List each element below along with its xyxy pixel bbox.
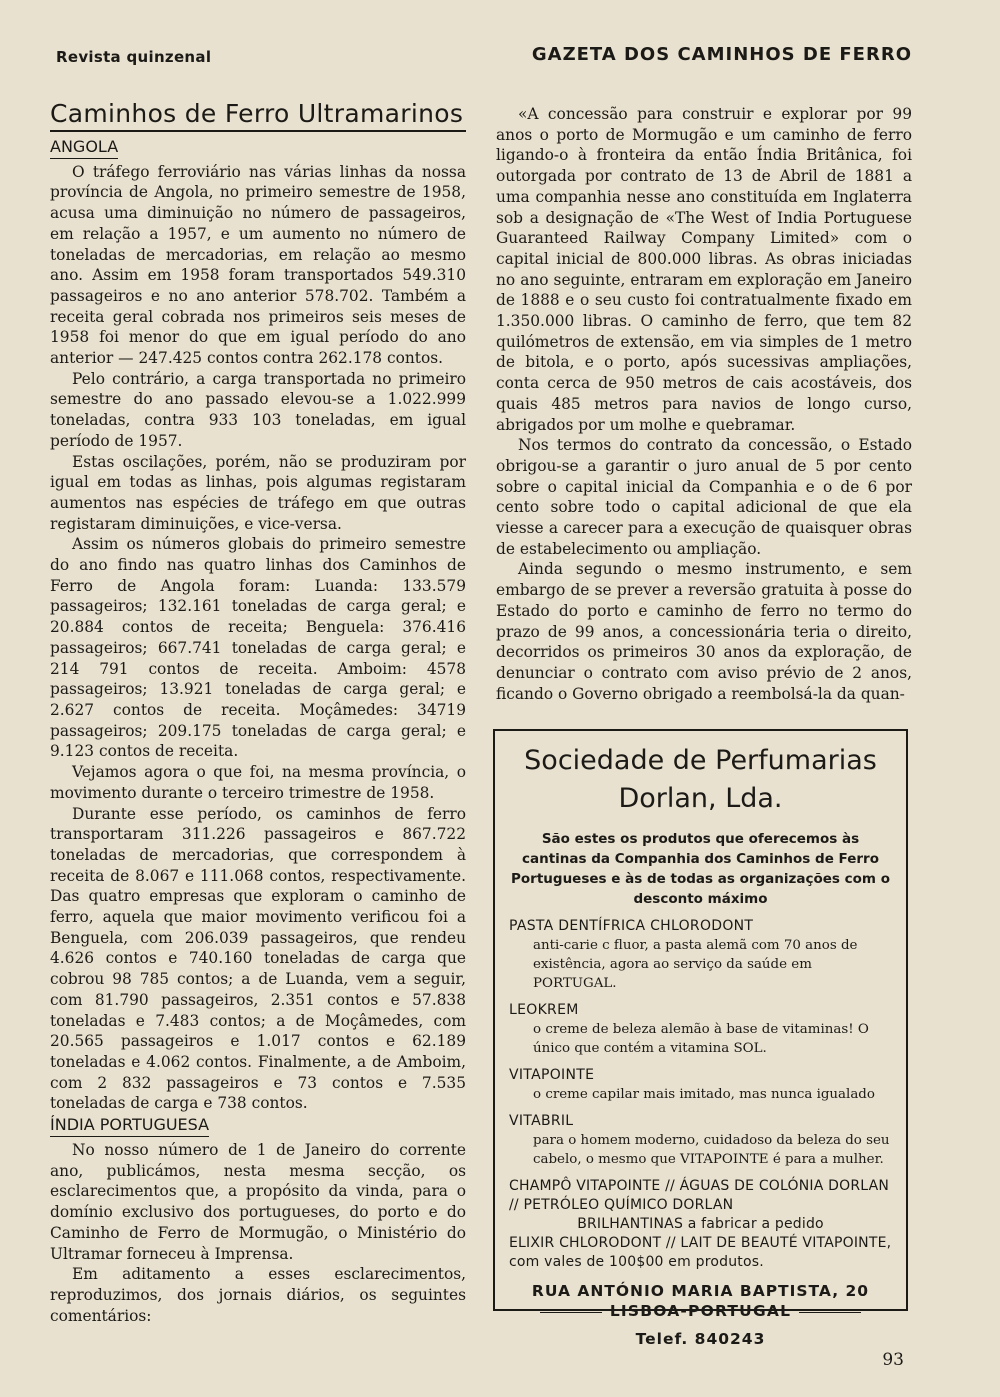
advertisement-box <box>493 729 908 1348</box>
section-heading-angola: ANGOLA <box>50 136 118 159</box>
paragraph: Estas oscilações, porém, não se produziram por igual em todas as linhas, pois algumas registaram aumentos nas espécies de tráfego em que outras registaram diminuições, e vice-versa. <box>50 452 466 533</box>
paragraph: Nos termos do contrato da concessão, o Estado obrigou-se a garantir o juro anual de 5 por cento sobre o capital inicial da Companhia e o de 6 por cento sobre todo o capital adicional de que ela viesse a carecer para a execução de quaisquer obras de estabelecimento ou ampliação. <box>496 436 912 558</box>
article-title: Caminhos de Ferro Ultramarinos <box>50 104 466 132</box>
advert-intro: São estes os produtos que oferecemos às cantinas da Companhia dos Caminhos de Ferro Portugueses e às de todas as organizações com o desconto máximo <box>511 831 890 907</box>
paragraph: No nosso número de 1 de Janeiro do corrente ano, publicámos, nesta mesma secção, os esclarecimentos que, a propósito da vinda, para o domínio exclusivo dos portugueses, do porto e do Caminho de Ferro de Mormugão, o Ministério do Ultramar forneceu à Imprensa. <box>50 1141 466 1263</box>
advert-product-list <box>509 1177 892 1272</box>
paragraph: O tráfego ferroviário nas várias linhas da nossa província de Angola, no primeiro semestre de 1958, acusa uma diminuição no número de passageiros, em relação a 1957, e um aumento no número de toneladas de mercadorias, em relação ao mesmo ano. Assim em 1958 foram transportados 549.310 passageiros e no ano anterior 578.702. Também a receita geral cobrada nos primeiros seis meses de 1958 foi menor do que em igual período do ano anterior — 247.425 contos contra 262.178 contos. <box>50 162 466 368</box>
advert-phone: Telef. 840243 <box>635 1330 766 1348</box>
running-header-left: Revista quinzenal <box>56 48 212 66</box>
paragraph: Ainda segundo o mesmo instrumento, e sem embargo de se prever a reversão gratuita à posse do Estado do porto e caminho de ferro no termo do prazo de 99 anos, a concessionária teria o direito, decorridos os primeiros 30 anos da exploração, de denunciar o contrato com aviso prévio de 2 anos, ficando o Governo obrigado a reembolsá-la da quan- <box>496 560 912 703</box>
page-number: 93 <box>882 1350 904 1370</box>
product-name: PASTA DENTÍFRICA CHLORODONT <box>509 918 754 934</box>
product-name: LEOKREM <box>509 1002 579 1018</box>
advert-product <box>509 1112 892 1169</box>
advert-product <box>509 917 892 993</box>
paragraph: «A concessão para construir e explorar por 99 anos o porto de Mormugão e um caminho de ferro ligando-o à fronteira da então Índia Britânica, foi outorgada por contrato de 13 de Abril de 1881 a uma companhia nesse ano constituída em Inglaterra sob a designação de «The West of India Portuguese Guaranteed Railway Company Limited» com o capital inicial de 800.000 libras. As obras iniciadas no ano seguinte, entraram em exploração em Janeiro de 1888 e o seu custo foi contratualmente fixado em 1.350.000 libras. O caminho de ferro, que tem 82 quilómetros de extensão, em via simples de 1 metro de bitola, e o porto, após sucessivas ampliações, conta cerca de 950 metros de cais acostáveis, dos quais 485 metros para navios de longo curso, abrigados por um molhe e quebramar. <box>496 105 912 434</box>
product-line: CHAMPÔ VITAPOINTE // ÁGUAS DE COLÓNIA DORLAN // PETRÓLEO QUÍMICO DORLAN <box>509 1178 890 1213</box>
advert-product <box>509 1001 892 1058</box>
right-column <box>496 104 912 704</box>
running-header-right: GAZETA DOS CAMINHOS DE FERRO <box>531 44 912 65</box>
section-heading-india: ÍNDIA PORTUGUESA <box>50 1114 209 1137</box>
decorative-rule <box>540 1309 602 1313</box>
advert-address: RUA ANTÓNIO MARIA BAPTISTA, 20 <box>531 1282 870 1300</box>
paragraph: Assim os números globais do primeiro semestre do ano findo nas quatro linhas dos Caminhos de Ferro de Angola foram: Luanda: 133.579 passageiros; 132.161 toneladas de carga geral; e 20.884 contos de receita; Benguela: 376.416 passageiros; 667.741 toneladas de carga geral; e 214 791 contos de receita. Amboim: 4578 passageiros; 13.921 toneladas de carga geral; e 2.627 contos de receita. Moçâmedes: 34719 passageiros; 209.175 toneladas de carga geral; e 9.123 contos de receita. <box>50 535 466 761</box>
paragraph: Vejamos agora o que foi, na mesma província, o movimento durante o terceiro trimestre de 1958. <box>50 763 466 802</box>
product-description: anti-carie c fluor, a pasta alemã com 70 anos de existência, agora ao serviço da saúde em PORTUGAL. <box>533 938 858 991</box>
product-line: BRILHANTINAS a fabricar a pedido <box>577 1216 824 1232</box>
decorative-rule <box>799 1309 861 1313</box>
product-name: VITAPOINTE <box>509 1067 595 1083</box>
paragraph: Em aditamento a esses esclarecimentos, reproduzimos, dos jornais diários, os seguintes comentários: <box>50 1265 466 1325</box>
product-line: ELIXIR CHLORODONT // LAIT DE BEAUTÉ VITAPOINTE, com vales de 100$00 em produtos. <box>509 1235 892 1270</box>
advert-title-line2: Dorlan, Lda. <box>618 783 783 814</box>
left-column <box>50 99 466 1326</box>
advert-city-row <box>509 1302 892 1320</box>
paragraph: Durante esse período, os caminhos de ferro transportaram 311.226 passageiros e 867.722 toneladas de mercadorias, que correspondem à receita de 8.067 e 111.068 contos, respectivamente. Das quatro empresas que exploram o caminho de ferro, aquela que maior movimento verificou foi a Benguela, com 206.039 passageiros, que rendeu 4.626 contos e 740.160 toneladas de carga que cobrou 98 785 contos; a de Luanda, vem a seguir, com 81.790 passageiros, 2.351 contos e 57.838 toneladas e 7.483 contos; a de Moçâmedes, com 20.565 passageiros e 1.017 contos e 62.189 toneladas e 4.062 contos. Finalmente, a de Amboim, com 2 832 passageiros e 73 contos e 7.535 toneladas de carga e 738 contos. <box>50 804 466 1113</box>
product-description: o creme capilar mais imitado, mas nunca igualado <box>533 1087 875 1102</box>
paragraph: Pelo contrário, a carga transportada no primeiro semestre do ano passado elevou-se a 1.022.999 toneladas, contra 933 103 toneladas, em igual período de 1957. <box>50 369 466 450</box>
advert-title-line1: Sociedade de Perfumarias <box>524 745 877 776</box>
product-description: para o homem moderno, cuidadoso da beleza do seu cabelo, o mesmo que VITAPOINTE é para a mulher. <box>533 1133 890 1167</box>
product-description: o creme de beleza alemão à base de vitaminas! O único que contém a vitamina SOL. <box>533 1022 869 1056</box>
advert-footer <box>509 1282 892 1348</box>
product-name: VITABRIL <box>509 1113 574 1129</box>
advert-city: LISBOA-PORTUGAL <box>609 1302 792 1320</box>
advert-product <box>509 1066 892 1104</box>
